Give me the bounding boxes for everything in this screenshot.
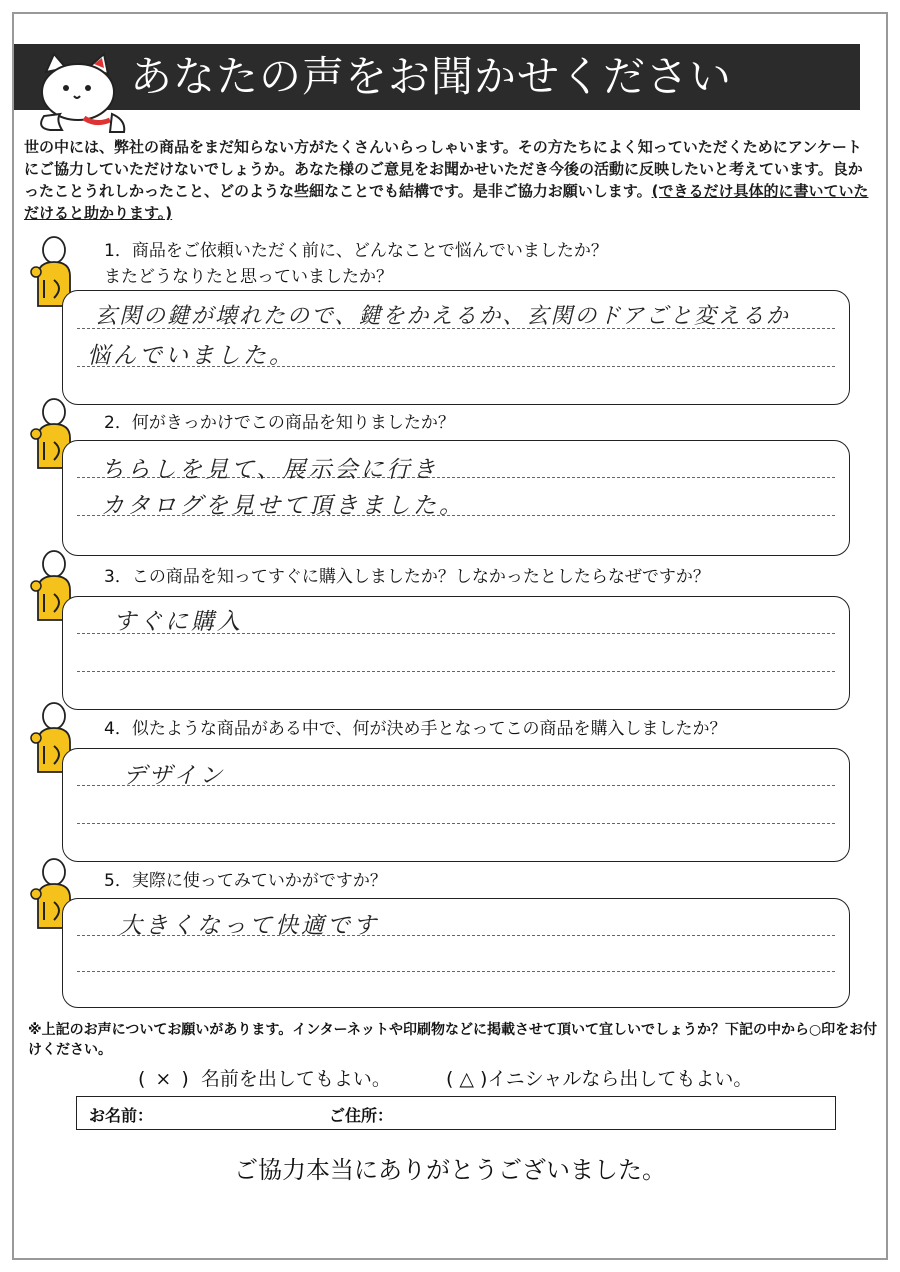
consent-label-1: 名前を出してもよい。 <box>200 1068 391 1090</box>
intro-emphasis: (できるだけ具体的に書いていただけると助かります。) <box>24 182 869 222</box>
header-banner <box>14 44 860 110</box>
answer-box-4[interactable] <box>62 748 850 862</box>
closing-message: ご協力本当にありがとうございました。 <box>234 1156 666 1184</box>
question-block-3 <box>22 550 858 710</box>
answer-box-2[interactable] <box>62 440 850 556</box>
answer-line: 玄関の鍵が壊れたので、鍵をかえるか、玄関のドアごと変えるか <box>95 304 790 329</box>
question-block-2 <box>22 398 858 558</box>
question-text-1: 1．商品をご依頼いただく前に、どんなことで悩んでいましたか？ またどうなりたと思っていましたか？ <box>104 241 608 287</box>
cat-mascot-icon <box>26 50 138 134</box>
consent-mark-1: × <box>155 1068 172 1090</box>
page-title: あなたの声をお聞かせください <box>130 52 733 101</box>
publication-notice: ※上記のお声についてお願いがあります。インターネットや印刷物などに掲載させて頂いて宜しいでしょうか？下記の中から○印をお付けください。 <box>28 1022 878 1058</box>
question-text-5: 5．実際に使ってみていかがですか？ <box>104 871 387 891</box>
name-address-box[interactable] <box>76 1096 836 1130</box>
name-label: お名前： <box>89 1106 154 1125</box>
answer-line: カタログを見せて頂きました。 <box>101 493 465 519</box>
question-block-4 <box>22 702 858 862</box>
consent-option-name[interactable]: ( × ) 名前を出してもよい。 <box>138 1068 391 1090</box>
answer-box-3[interactable] <box>62 596 850 710</box>
answer-line: デザイン <box>123 763 226 789</box>
question-text-2: 2．何がきっかけでこの商品を知りましたか？ <box>104 413 455 433</box>
consent-label-2: イニシャルなら出してもよい。 <box>487 1068 753 1090</box>
question-block-1 <box>22 236 858 406</box>
question-block-5 <box>22 858 858 1010</box>
answer-box-5[interactable] <box>62 898 850 1008</box>
intro-text: 世の中には、弊社の商品をまだ知らない方がたくさんいらっしゃいます。その方たちによく知っていただくためにアンケートにご協力していただけないでしょうか。あなた様のご意見をお聞かせいただき今後の活動に反映したいと考えています。良かったことうれしかったこと、どのような些細なことでも結構です。是非ご協力お願いします。(できるだけ具体的に書いていただけると助かります。) <box>24 138 869 222</box>
question-text-3: 3．この商品を知ってすぐに購入しましたか？しなかったとしたらなぜですか？ <box>104 567 710 587</box>
question-text-4: 4．似たような商品がある中で、何が決め手となってこの商品を購入しましたか？ <box>104 719 727 739</box>
answer-line: 大きくなって快適です <box>119 913 379 939</box>
answer-line: すぐに購入 <box>113 609 243 635</box>
answer-line: ちらしを見て、展示会に行き <box>101 457 439 483</box>
consent-mark-2: △ <box>459 1068 475 1090</box>
address-label: ご住所： <box>329 1106 394 1125</box>
consent-option-initial[interactable]: ( △ )イニシャルなら出してもよい。 <box>446 1068 753 1090</box>
answer-line: 悩んでいました。 <box>87 343 295 369</box>
answer-box-1[interactable] <box>62 290 850 405</box>
